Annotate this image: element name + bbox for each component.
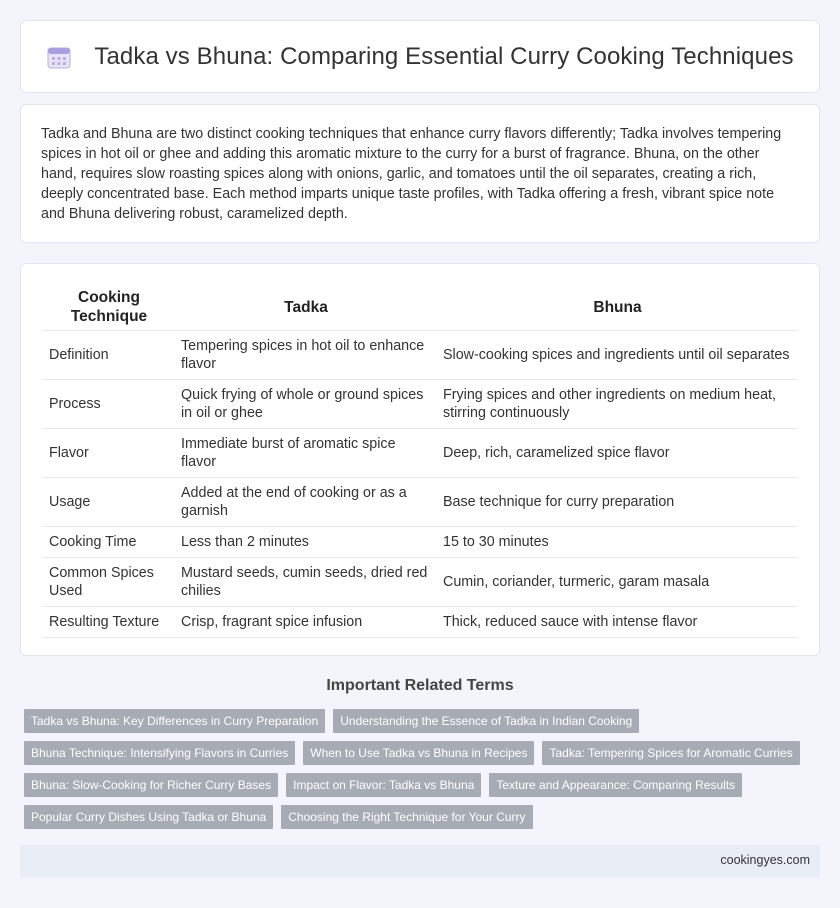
intro-card: [20, 104, 820, 243]
related-term-link[interactable]: Bhuna Technique: Intensifying Flavors in Curries: [24, 741, 295, 765]
tadka-cell: Quick frying of whole or ground spices in oil or ghee: [175, 380, 437, 429]
site-name[interactable]: cookingyes.com: [720, 853, 810, 867]
related-term-link[interactable]: Tadka: Tempering Spices for Aromatic Curries: [542, 741, 799, 765]
column-header-bhuna: Bhuna: [437, 284, 798, 331]
tag-row: [24, 741, 814, 765]
row-label: Flavor: [43, 429, 175, 478]
bhuna-cell: Base technique for curry preparation: [437, 478, 798, 527]
tag-row: [24, 709, 814, 733]
tag-row: [24, 805, 814, 829]
table-row: [43, 429, 798, 478]
bhuna-cell: Frying spices and other ingredients on medium heat, stirring continuously: [437, 380, 798, 429]
row-label: Common Spices Used: [43, 558, 175, 607]
related-terms-list: [24, 709, 814, 837]
header-card: [20, 20, 820, 93]
comparison-table-card: [20, 263, 820, 656]
row-label: Resulting Texture: [43, 607, 175, 638]
tadka-cell: Immediate burst of aromatic spice flavor: [175, 429, 437, 478]
table-row: [43, 478, 798, 527]
related-term-link[interactable]: Bhuna: Slow-Cooking for Richer Curry Bases: [24, 773, 278, 797]
tag-row: [24, 773, 814, 797]
footer-bar: [20, 845, 820, 878]
row-label: Usage: [43, 478, 175, 527]
tadka-cell: Crisp, fragrant spice infusion: [175, 607, 437, 638]
page-title: Tadka vs Bhuna: Comparing Essential Curry Cooking Techniques: [94, 42, 794, 70]
table-row: [43, 527, 798, 558]
tadka-cell: Tempering spices in hot oil to enhance flavor: [175, 331, 437, 380]
related-term-link[interactable]: Popular Curry Dishes Using Tadka or Bhuna: [24, 805, 273, 829]
row-label: Cooking Time: [43, 527, 175, 558]
bhuna-cell: Deep, rich, caramelized spice flavor: [437, 429, 798, 478]
intro-paragraph: Tadka and Bhuna are two distinct cooking techniques that enhance curry flavors differently; Tadka involves tempering spices in hot oil or ghee and adding this aromatic mixture to the curry for a burst of fragrance. Bhuna, on the other hand, requires slow roasting spices along with onions, garlic, and tomatoes until the oil separates, creating a rich, deeply concentrated base. Each method imparts unique taste profiles, with Tadka offering a fresh, vibrant spice note and Bhuna delivering robust, caramelized depth.: [41, 126, 782, 222]
tadka-cell: Mustard seeds, cumin seeds, dried red chilies: [175, 558, 437, 607]
table-row: [43, 331, 798, 380]
related-term-link[interactable]: Texture and Appearance: Comparing Results: [489, 773, 742, 797]
row-label: Definition: [43, 331, 175, 380]
bhuna-cell: Slow-cooking spices and ingredients until oil separates: [437, 331, 798, 380]
related-term-link[interactable]: Impact on Flavor: Tadka vs Bhuna: [286, 773, 481, 797]
related-term-link[interactable]: When to Use Tadka vs Bhuna in Recipes: [303, 741, 534, 765]
table-row: [43, 607, 798, 638]
bhuna-cell: Thick, reduced sauce with intense flavor: [437, 607, 798, 638]
tadka-cell: Less than 2 minutes: [175, 527, 437, 558]
comparison-table: [43, 284, 798, 638]
row-label: Process: [43, 380, 175, 429]
related-term-link[interactable]: Tadka vs Bhuna: Key Differences in Curry Preparation: [24, 709, 325, 733]
column-header-technique: Cooking Technique: [43, 284, 175, 331]
calendar-icon: [46, 44, 72, 70]
related-term-link[interactable]: Understanding the Essence of Tadka in Indian Cooking: [333, 709, 639, 733]
bhuna-cell: 15 to 30 minutes: [437, 527, 798, 558]
table-row: [43, 558, 798, 607]
related-terms-title: Important Related Terms: [326, 677, 514, 694]
column-header-tadka: Tadka: [175, 284, 437, 331]
table-header-row: [43, 284, 798, 331]
tadka-cell: Added at the end of cooking or as a garnish: [175, 478, 437, 527]
table-row: [43, 380, 798, 429]
related-term-link[interactable]: Choosing the Right Technique for Your Curry: [281, 805, 532, 829]
bhuna-cell: Cumin, coriander, turmeric, garam masala: [437, 558, 798, 607]
